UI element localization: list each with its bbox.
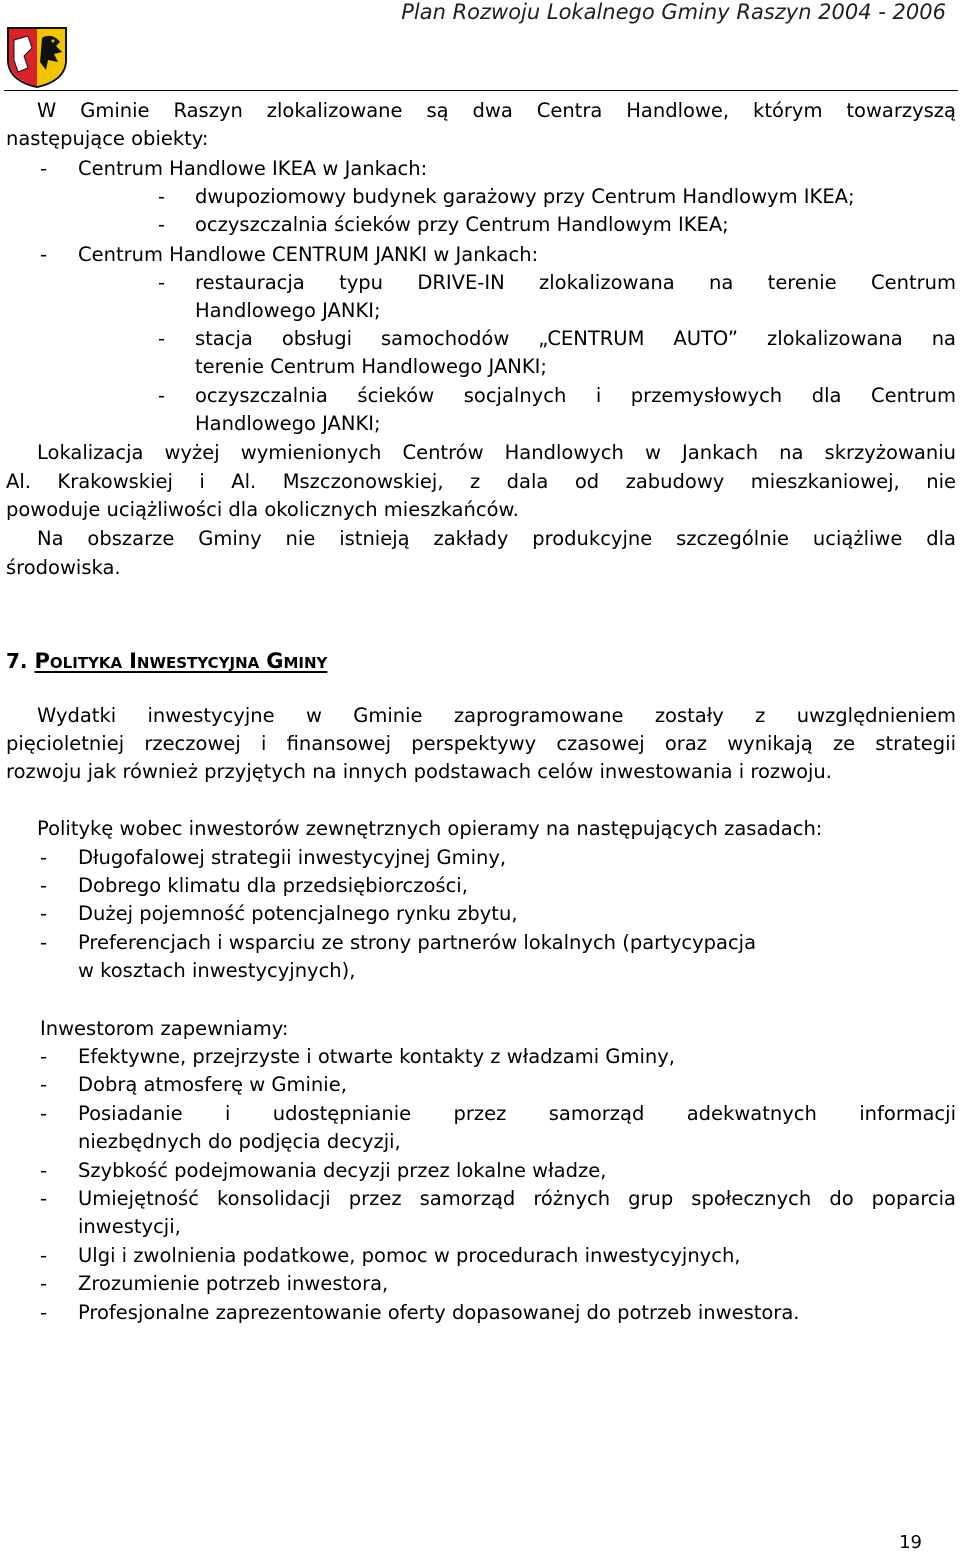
list-dash: - xyxy=(40,846,48,869)
section-number: 7. xyxy=(6,649,28,673)
list-item-auto-service-cont: terenie Centrum Handlowego JANKI; xyxy=(195,355,547,378)
list-item-ikea: Centrum Handlowe IKEA w Jankach: xyxy=(78,157,428,180)
industry-paragraph-line-1: Na obszarze Gminy nie istnieją zakłady produkcyjne szczególnie uciążliwe dla xyxy=(37,527,956,550)
policy-item-cont: w kosztach inwestycyjnych), xyxy=(78,959,356,982)
list-dash: - xyxy=(40,902,48,925)
investor-item: Profesjonalne zaprezentowanie oferty dopasowanej do potrzeb inwestora. xyxy=(78,1301,800,1324)
investor-item: Szybkość podejmowania decyzji przez lokalne władze, xyxy=(78,1159,607,1182)
list-item-janki: Centrum Handlowe CENTRUM JANKI w Jankach: xyxy=(78,243,539,266)
list-dash: - xyxy=(158,185,166,208)
list-dash: - xyxy=(158,271,166,294)
location-paragraph-line-2: Al. Krakowskiej i Al. Mszczonowskiej, z dala od zabudowy mieszkaniowej, nie xyxy=(6,470,956,493)
list-dash: - xyxy=(40,1102,48,1125)
investor-item: Posiadanie i udostępnianie przez samorząd adekwatnych informacji xyxy=(78,1102,956,1125)
list-dash: - xyxy=(158,384,166,407)
policy-item: Długofalowej strategii inwestycyjnej Gminy, xyxy=(78,846,507,869)
list-dash: - xyxy=(40,931,48,954)
list-item-treatment-ikea: oczyszczalnia ścieków przy Centrum Handlowym IKEA; xyxy=(195,213,729,236)
list-dash: - xyxy=(40,243,48,266)
list-dash: - xyxy=(40,1272,48,1295)
location-paragraph-line-1: Lokalizacja wyżej wymienionych Centrów Handlowych w Jankach na skrzyżowaniu xyxy=(37,441,956,464)
investors-intro: Inwestorom zapewniamy: xyxy=(40,1017,289,1040)
investor-item-cont: niezbędnych do podjęcia decyzji, xyxy=(78,1130,401,1153)
location-paragraph-line-3: powoduje uciążliwości dla okolicznych mieszkańców. xyxy=(6,498,519,521)
expenses-paragraph-line-2: pięcioletniej rzeczowej i finansowej perspektywy czasowej oraz wynikają ze strategii xyxy=(6,732,956,755)
list-dash: - xyxy=(40,1301,48,1324)
investor-item: Efektywne, przejrzyste i otwarte kontakty z władzami Gminy, xyxy=(78,1045,675,1068)
list-dash: - xyxy=(158,213,166,236)
section-heading xyxy=(6,646,327,678)
list-dash: - xyxy=(40,1073,48,1096)
investor-item: Dobrą atmosferę w Gminie, xyxy=(78,1073,347,1096)
list-item-drive-in-cont: Handlowego JANKI; xyxy=(195,299,381,322)
expenses-paragraph-line-3: rozwoju jak również przyjętych na innych podstawach celów inwestowania i rozwoju. xyxy=(6,760,832,783)
intro-line-1: W Gminie Raszyn zlokalizowane są dwa Centra Handlowe, którym towarzyszą xyxy=(37,99,956,122)
list-dash: - xyxy=(158,327,166,350)
policy-intro: Politykę wobec inwestorów zewnętrznych opieramy na następujących zasadach: xyxy=(37,817,823,840)
running-header-title: Plan Rozwoju Lokalnego Gminy Raszyn 2004 - 2006 xyxy=(401,0,946,24)
expenses-paragraph-line-1: Wydatki inwestycyjne w Gminie zaprogramowane zostały z uwzględnieniem xyxy=(37,704,956,727)
list-item-treatment-janki-cont: Handlowego JANKI; xyxy=(195,412,381,435)
list-dash: - xyxy=(40,157,48,180)
list-item-auto-service: stacja obsługi samochodów „CENTRUM AUTO” zlokalizowana na xyxy=(195,327,956,350)
intro-line-2: następujące obiekty: xyxy=(6,127,209,150)
page-number: 19 xyxy=(899,1532,922,1553)
industry-paragraph-line-2: środowiska. xyxy=(6,556,121,579)
list-item-garage: dwupoziomowy budynek garażowy przy Centrum Handlowym IKEA; xyxy=(195,185,855,208)
list-dash: - xyxy=(40,1244,48,1267)
investor-item: Ulgi i zwolnienia podatkowe, pomoc w procedurach inwestycyjnych, xyxy=(78,1244,741,1267)
section-title: POLITYKA INWESTYCYJNA GMINY xyxy=(34,649,328,673)
policy-item: Dużej pojemność potencjalnego rynku zbytu, xyxy=(78,902,518,925)
list-dash: - xyxy=(40,1045,48,1068)
investor-item: Umiejętność konsolidacji przez samorząd różnych grup społecznych do poparcia xyxy=(78,1187,956,1210)
header-rule xyxy=(4,90,958,91)
list-dash: - xyxy=(40,1159,48,1182)
coat-of-arms-icon xyxy=(6,26,68,88)
policy-item: Preferencjach i wsparciu ze strony partnerów lokalnych (partycypacja xyxy=(78,931,757,954)
investor-item: Zrozumienie potrzeb inwestora, xyxy=(78,1272,389,1295)
list-dash: - xyxy=(40,1187,48,1210)
policy-item: Dobrego klimatu dla przedsiębiorczości, xyxy=(78,874,468,897)
list-item-drive-in: restauracja typu DRIVE-IN zlokalizowana na terenie Centrum xyxy=(195,271,956,294)
list-item-treatment-janki: oczyszczalnia ścieków socjalnych i przemysłowych dla Centrum xyxy=(195,384,956,407)
list-dash: - xyxy=(40,874,48,897)
investor-item-cont: inwestycji, xyxy=(78,1215,181,1238)
